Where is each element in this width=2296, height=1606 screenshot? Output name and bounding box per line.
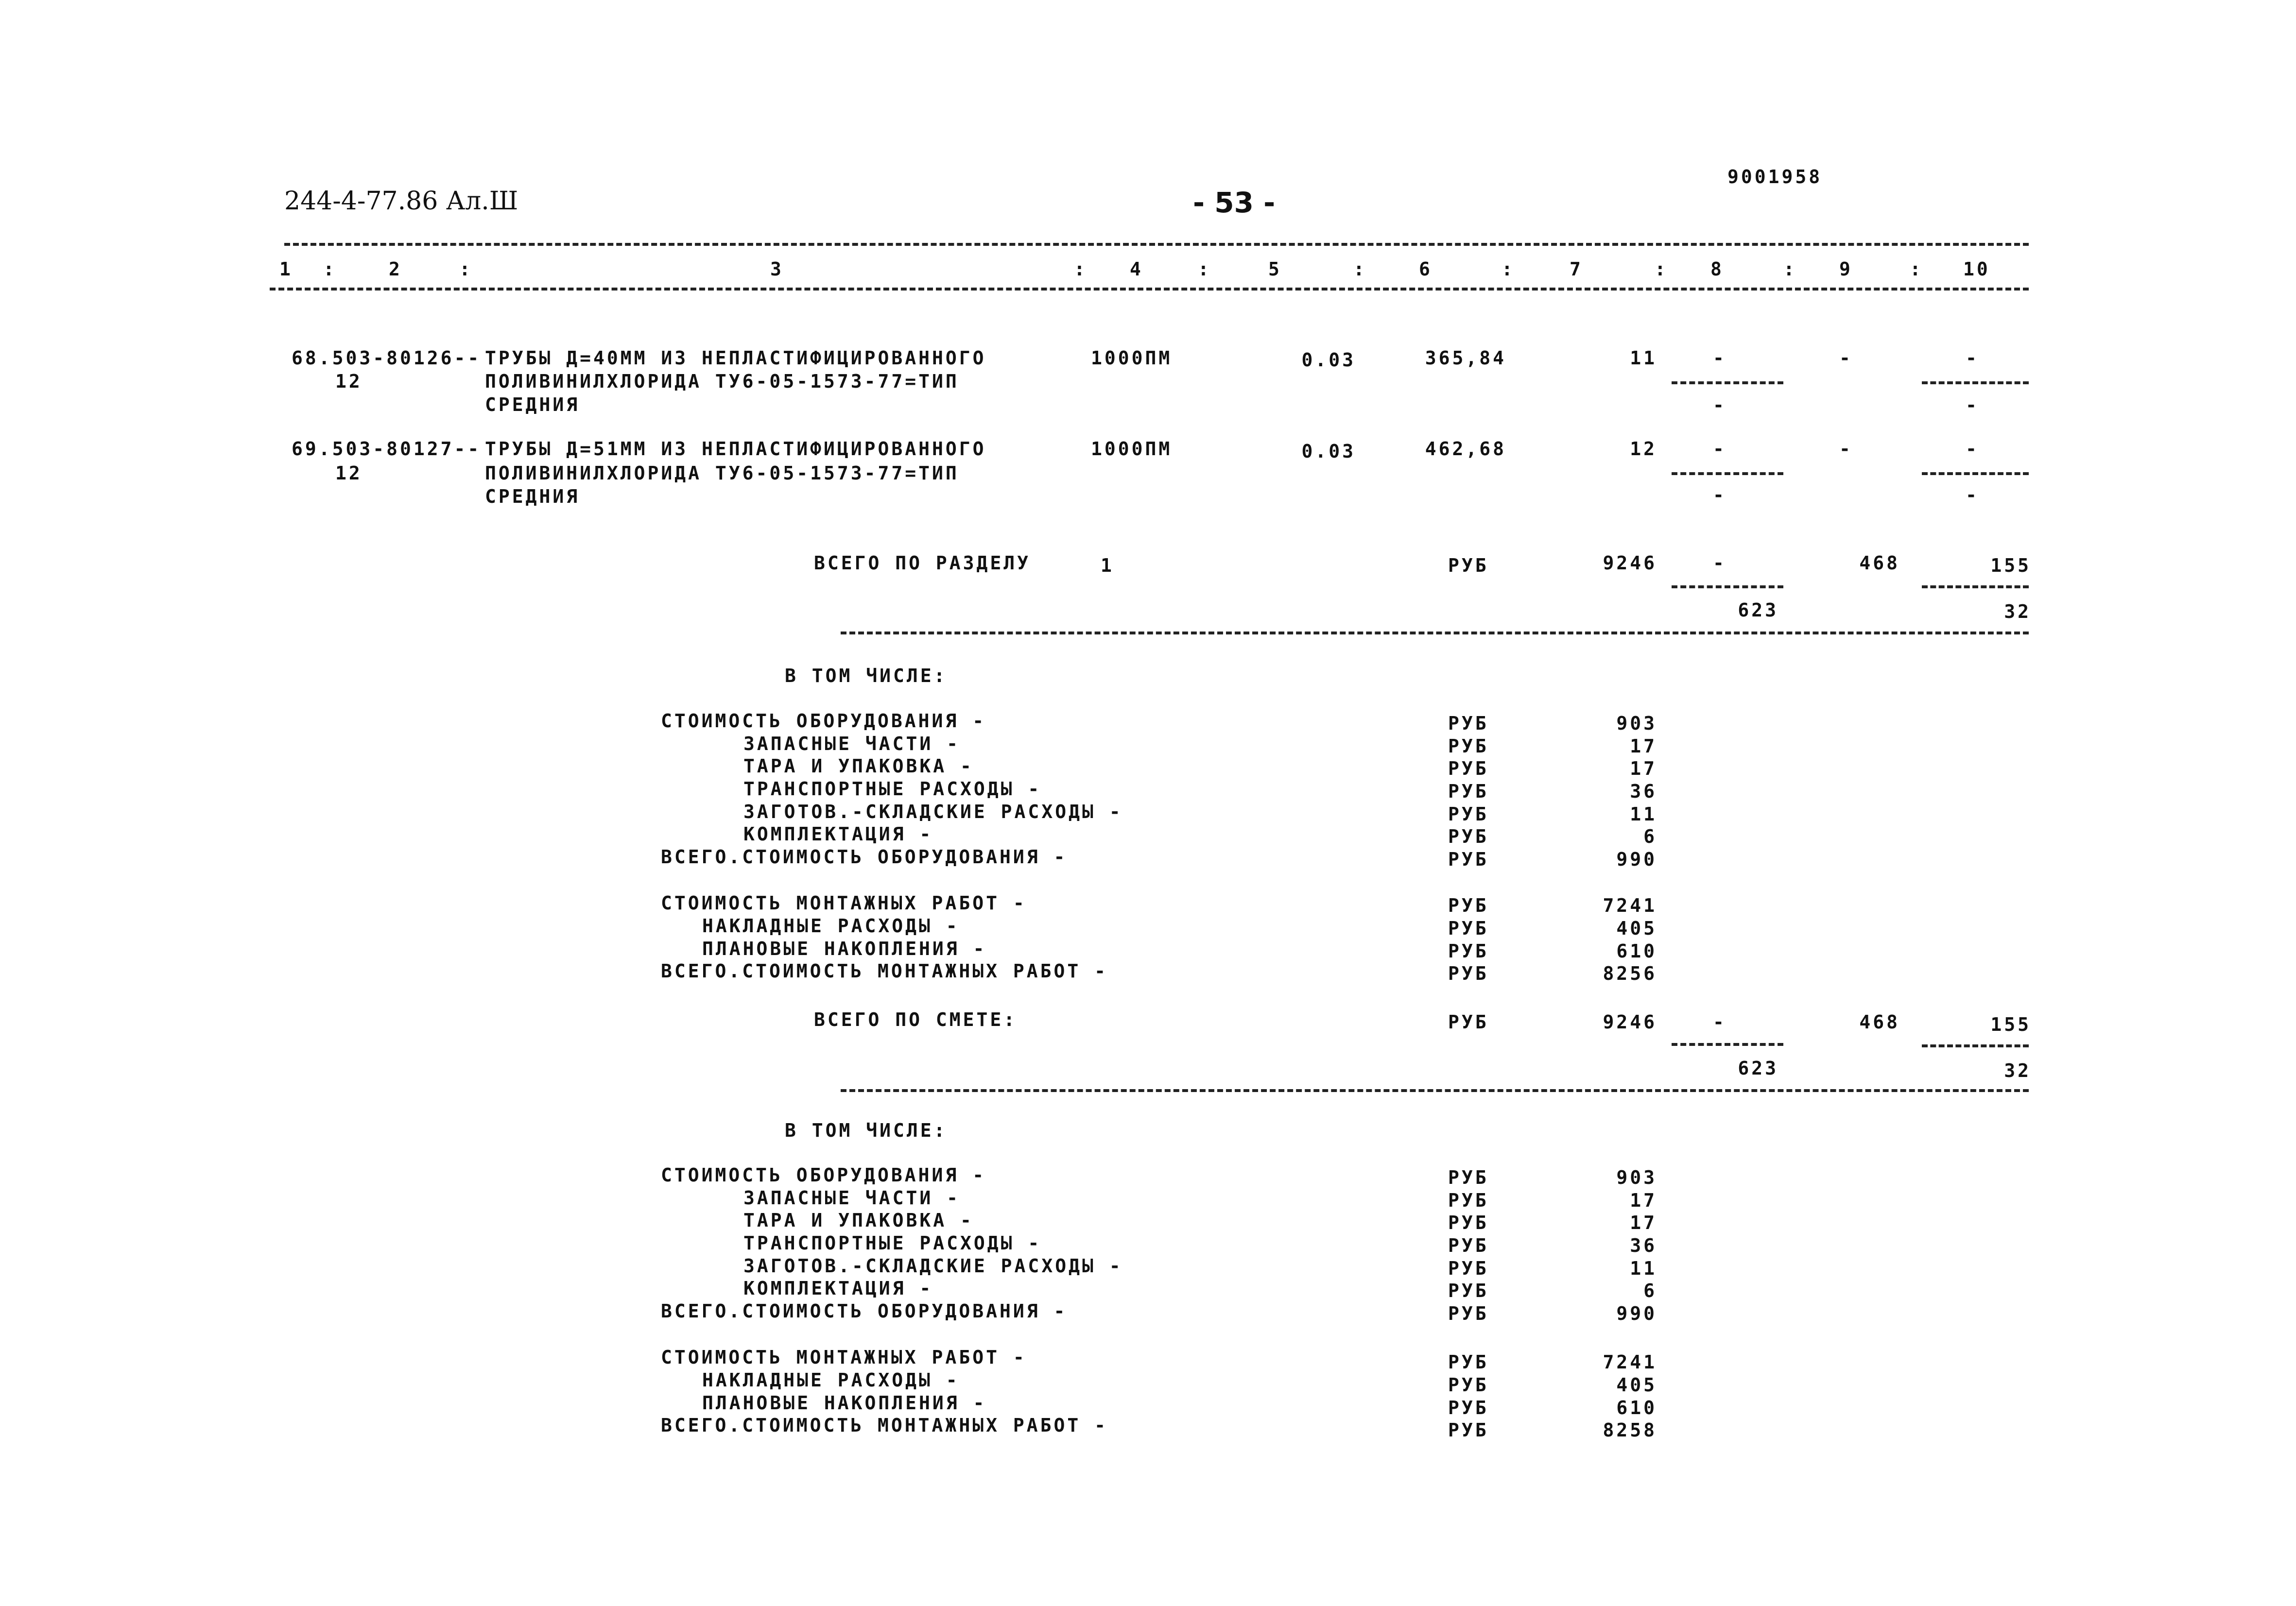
item-col10-bottom: - [1966,394,1979,416]
breakdown-label: КОМПЛЕКТАЦИЯ - [743,1278,933,1299]
breakdown-unit: РУБ [1448,826,1489,847]
item-code: 69.503-80127-- [292,438,482,460]
breakdown-unit: РУБ [1448,918,1489,939]
fraction-rule [1922,381,2029,384]
item-description: СРЕДНИЯ [485,486,580,507]
breakdown-unit: РУБ [1448,1212,1489,1233]
breakdown-value: 7241 [1603,895,1657,916]
total-col10-top: 155 [1990,555,2031,576]
breakdown-value: 405 [1616,1374,1657,1396]
item-col8-top: - [1713,347,1726,369]
col-sep: : [1910,258,1923,280]
breakdown-unit: РУБ [1448,713,1489,734]
item-quantity: 0.03 [1301,349,1356,371]
breakdown-label: НАКЛАДНЫЕ РАСХОДЫ - [702,1369,960,1391]
breakdown-unit: РУБ [1448,940,1489,962]
col-3: 3 [770,258,784,280]
col-sep: : [1783,258,1797,280]
breakdown-label: ЗАПАСНЫЕ ЧАСТИ - [743,733,961,754]
section-number: 1 [1101,555,1114,576]
breakdown-label: СТОИМОСТЬ МОНТАЖНЫХ РАБОТ - [661,1347,1027,1368]
breakdown-unit: РУБ [1448,1351,1489,1373]
breakdown-label: ТАРА И УПАКОВКА - [743,755,974,777]
breakdown-label: ТРАНСПОРТНЫЕ РАСХОДЫ - [743,778,1042,800]
total-col10-top: 155 [1990,1014,2031,1035]
breakdown-value: 11 [1630,803,1657,825]
item-unit: 1000ПМ [1091,347,1173,369]
breakdown-label: ВСЕГО.СТОИМОСТЬ ОБОРУДОВАНИЯ - [661,846,1068,868]
total-col8-top: - [1713,1011,1726,1033]
item-price: 462,68 [1425,438,1506,460]
item-col10-top: - [1966,347,1979,369]
document-code: 244-4-77.86 Ал.Ш [284,187,518,216]
breakdown-value: 17 [1630,1212,1657,1233]
breakdown-label: ЗАГОТОВ.-СКЛАДСКИЕ РАСХОДЫ - [743,1255,1123,1277]
breakdown-label: ТРАНСПОРТНЫЕ РАСХОДЫ - [743,1232,1042,1254]
breakdown-label: СТОИМОСТЬ ОБОРУДОВАНИЯ - [661,710,986,732]
breakdown-label: ПЛАНОВЫЕ НАКОПЛЕНИЯ - [702,1392,987,1414]
fraction-rule [1672,472,1783,475]
col-5: 5 [1268,258,1282,280]
item-col10-bottom: - [1966,484,1979,506]
item-col10-top: - [1966,438,1979,460]
item-col8-top: - [1713,438,1726,460]
breakdown-label: НАКЛАДНЫЕ РАСХОДЫ - [702,915,960,937]
col-sep: : [323,258,337,280]
col-sep: : [1074,258,1088,280]
col-10: 10 [1963,258,1990,280]
breakdown-value: 990 [1616,1303,1657,1324]
breakdown-unit: РУБ [1448,1280,1489,1301]
total-value: 9246 [1603,552,1657,574]
fraction-rule [1672,1043,1783,1046]
item-description: ТРУБЫ Д=40ММ ИЗ НЕПЛАСТИФИЦИРОВАННОГО [485,347,986,369]
breakdown-label: ВСЕГО.СТОИМОСТЬ ОБОРУДОВАНИЯ - [661,1300,1068,1322]
breakdown-label: ПЛАНОВЫЕ НАКОПЛЕНИЯ - [702,938,987,959]
breakdown-unit: РУБ [1448,1258,1489,1279]
col-6: 6 [1419,258,1433,280]
item-description: ТРУБЫ Д=51ММ ИЗ НЕПЛАСТИФИЦИРОВАННОГО [485,438,986,460]
section-total-label: ВСЕГО ПО РАЗДЕЛУ [814,552,1031,574]
breakdown-value: 8258 [1603,1419,1657,1441]
breakdown-unit: РУБ [1448,1419,1489,1441]
total-col10-bottom: 32 [2004,601,2031,622]
breakdown-value: 8256 [1603,963,1657,984]
total-col8-bottom: 623 [1738,599,1778,621]
breakdown-value: 36 [1630,781,1657,802]
breakdown-label: ЗАГОТОВ.-СКЛАДСКИЕ РАСХОДЫ - [743,801,1123,822]
col-1: 1 [279,258,293,280]
col-9: 9 [1839,258,1853,280]
breakdown-unit: РУБ [1448,803,1489,825]
breakdown-unit: РУБ [1448,1167,1489,1188]
section-rule [841,632,2029,634]
item-description: СРЕДНИЯ [485,394,580,415]
item-subcode: 12 [335,371,363,392]
item-total: 12 [1630,438,1657,460]
breakdown-label: ВСЕГО.СТОИМОСТЬ МОНТАЖНЫХ РАБОТ - [661,960,1108,982]
breakdown-label: ВСЕГО.СТОИМОСТЬ МОНТАЖНЫХ РАБОТ - [661,1415,1108,1436]
col-sep: : [1655,258,1668,280]
breakdown-value: 6 [1643,1280,1657,1301]
breakdown-unit: РУБ [1448,1235,1489,1256]
item-subcode: 12 [335,462,363,484]
fraction-rule [1922,472,2029,475]
col-sep: : [1502,258,1515,280]
col-sep: : [459,258,473,280]
breakdown-value: 6 [1643,826,1657,847]
stamp-number: 9001958 [1727,166,1823,188]
breakdown-unit: РУБ [1448,895,1489,916]
breakdown-value: 610 [1616,940,1657,962]
breakdown-unit: РУБ [1448,1303,1489,1324]
breakdown-value: 11 [1630,1258,1657,1279]
breakdown-unit: РУБ [1448,1397,1489,1418]
total-col8-top: - [1713,552,1726,574]
header-rule-bottom [270,288,2029,290]
total-col9: 468 [1859,552,1900,574]
col-sep: : [1198,258,1211,280]
col-sep: : [1353,258,1367,280]
estimate-total-label: ВСЕГО ПО СМЕТЕ: [814,1009,1018,1030]
item-col8-bottom: - [1713,484,1726,506]
item-col9: - [1839,347,1853,369]
breakdown-unit: РУБ [1448,781,1489,802]
fraction-rule [1922,1044,2029,1047]
total-value: 9246 [1603,1011,1657,1033]
col-4: 4 [1130,258,1143,280]
col-8: 8 [1710,258,1724,280]
breakdown-unit: РУБ [1448,1190,1489,1211]
breakdown-label: КОМПЛЕКТАЦИЯ - [743,823,933,845]
breakdown-value: 17 [1630,758,1657,779]
breakdown-value: 610 [1616,1397,1657,1418]
item-unit: 1000ПМ [1091,438,1173,460]
breakdown-value: 17 [1630,735,1657,757]
page-number: - 53 - [1193,186,1276,219]
fraction-rule [1672,381,1783,384]
total-unit: РУБ [1448,555,1489,576]
breakdown-unit: РУБ [1448,849,1489,870]
breakdown-label: СТОИМОСТЬ ОБОРУДОВАНИЯ - [661,1164,986,1186]
breakdown-unit: РУБ [1448,735,1489,757]
item-price: 365,84 [1425,347,1506,369]
breakdown-value: 903 [1616,1167,1657,1188]
breakdown-value: 405 [1616,918,1657,939]
breakdown-value: 17 [1630,1190,1657,1211]
total-unit: РУБ [1448,1011,1489,1033]
breakdown-unit: РУБ [1448,963,1489,984]
breakdown-label: ЗАПАСНЫЕ ЧАСТИ - [743,1187,961,1209]
item-col9: - [1839,438,1853,460]
breakdown-value: 36 [1630,1235,1657,1256]
header-rule-top [284,243,2029,246]
breakdown-label: СТОИМОСТЬ МОНТАЖНЫХ РАБОТ - [661,892,1027,914]
breakdown-value: 7241 [1603,1351,1657,1373]
item-description: ПОЛИВИНИЛХЛОРИДА ТУ6-05-1573-77=ТИП [485,371,959,392]
breakdown-value: 990 [1616,849,1657,870]
fraction-rule [1672,585,1783,588]
breakdown-value: 903 [1616,713,1657,734]
breakdown-heading: В ТОМ ЧИСЛЕ: [785,665,948,686]
total-col10-bottom: 32 [2004,1060,2031,1081]
item-code: 68.503-80126-- [292,347,482,369]
col-7: 7 [1570,258,1583,280]
item-description: ПОЛИВИНИЛХЛОРИДА ТУ6-05-1573-77=ТИП [485,462,959,484]
total-col9: 468 [1859,1011,1900,1033]
item-total: 11 [1630,347,1657,369]
breakdown-unit: РУБ [1448,1374,1489,1396]
total-col8-bottom: 623 [1738,1058,1778,1079]
item-col8-bottom: - [1713,394,1726,416]
fraction-rule [1922,585,2029,588]
estimate-rule [841,1089,2029,1092]
breakdown-label: ТАРА И УПАКОВКА - [743,1210,974,1231]
item-quantity: 0.03 [1301,441,1356,462]
breakdown-heading: В ТОМ ЧИСЛЕ: [785,1120,948,1141]
breakdown-unit: РУБ [1448,758,1489,779]
col-2: 2 [389,258,402,280]
